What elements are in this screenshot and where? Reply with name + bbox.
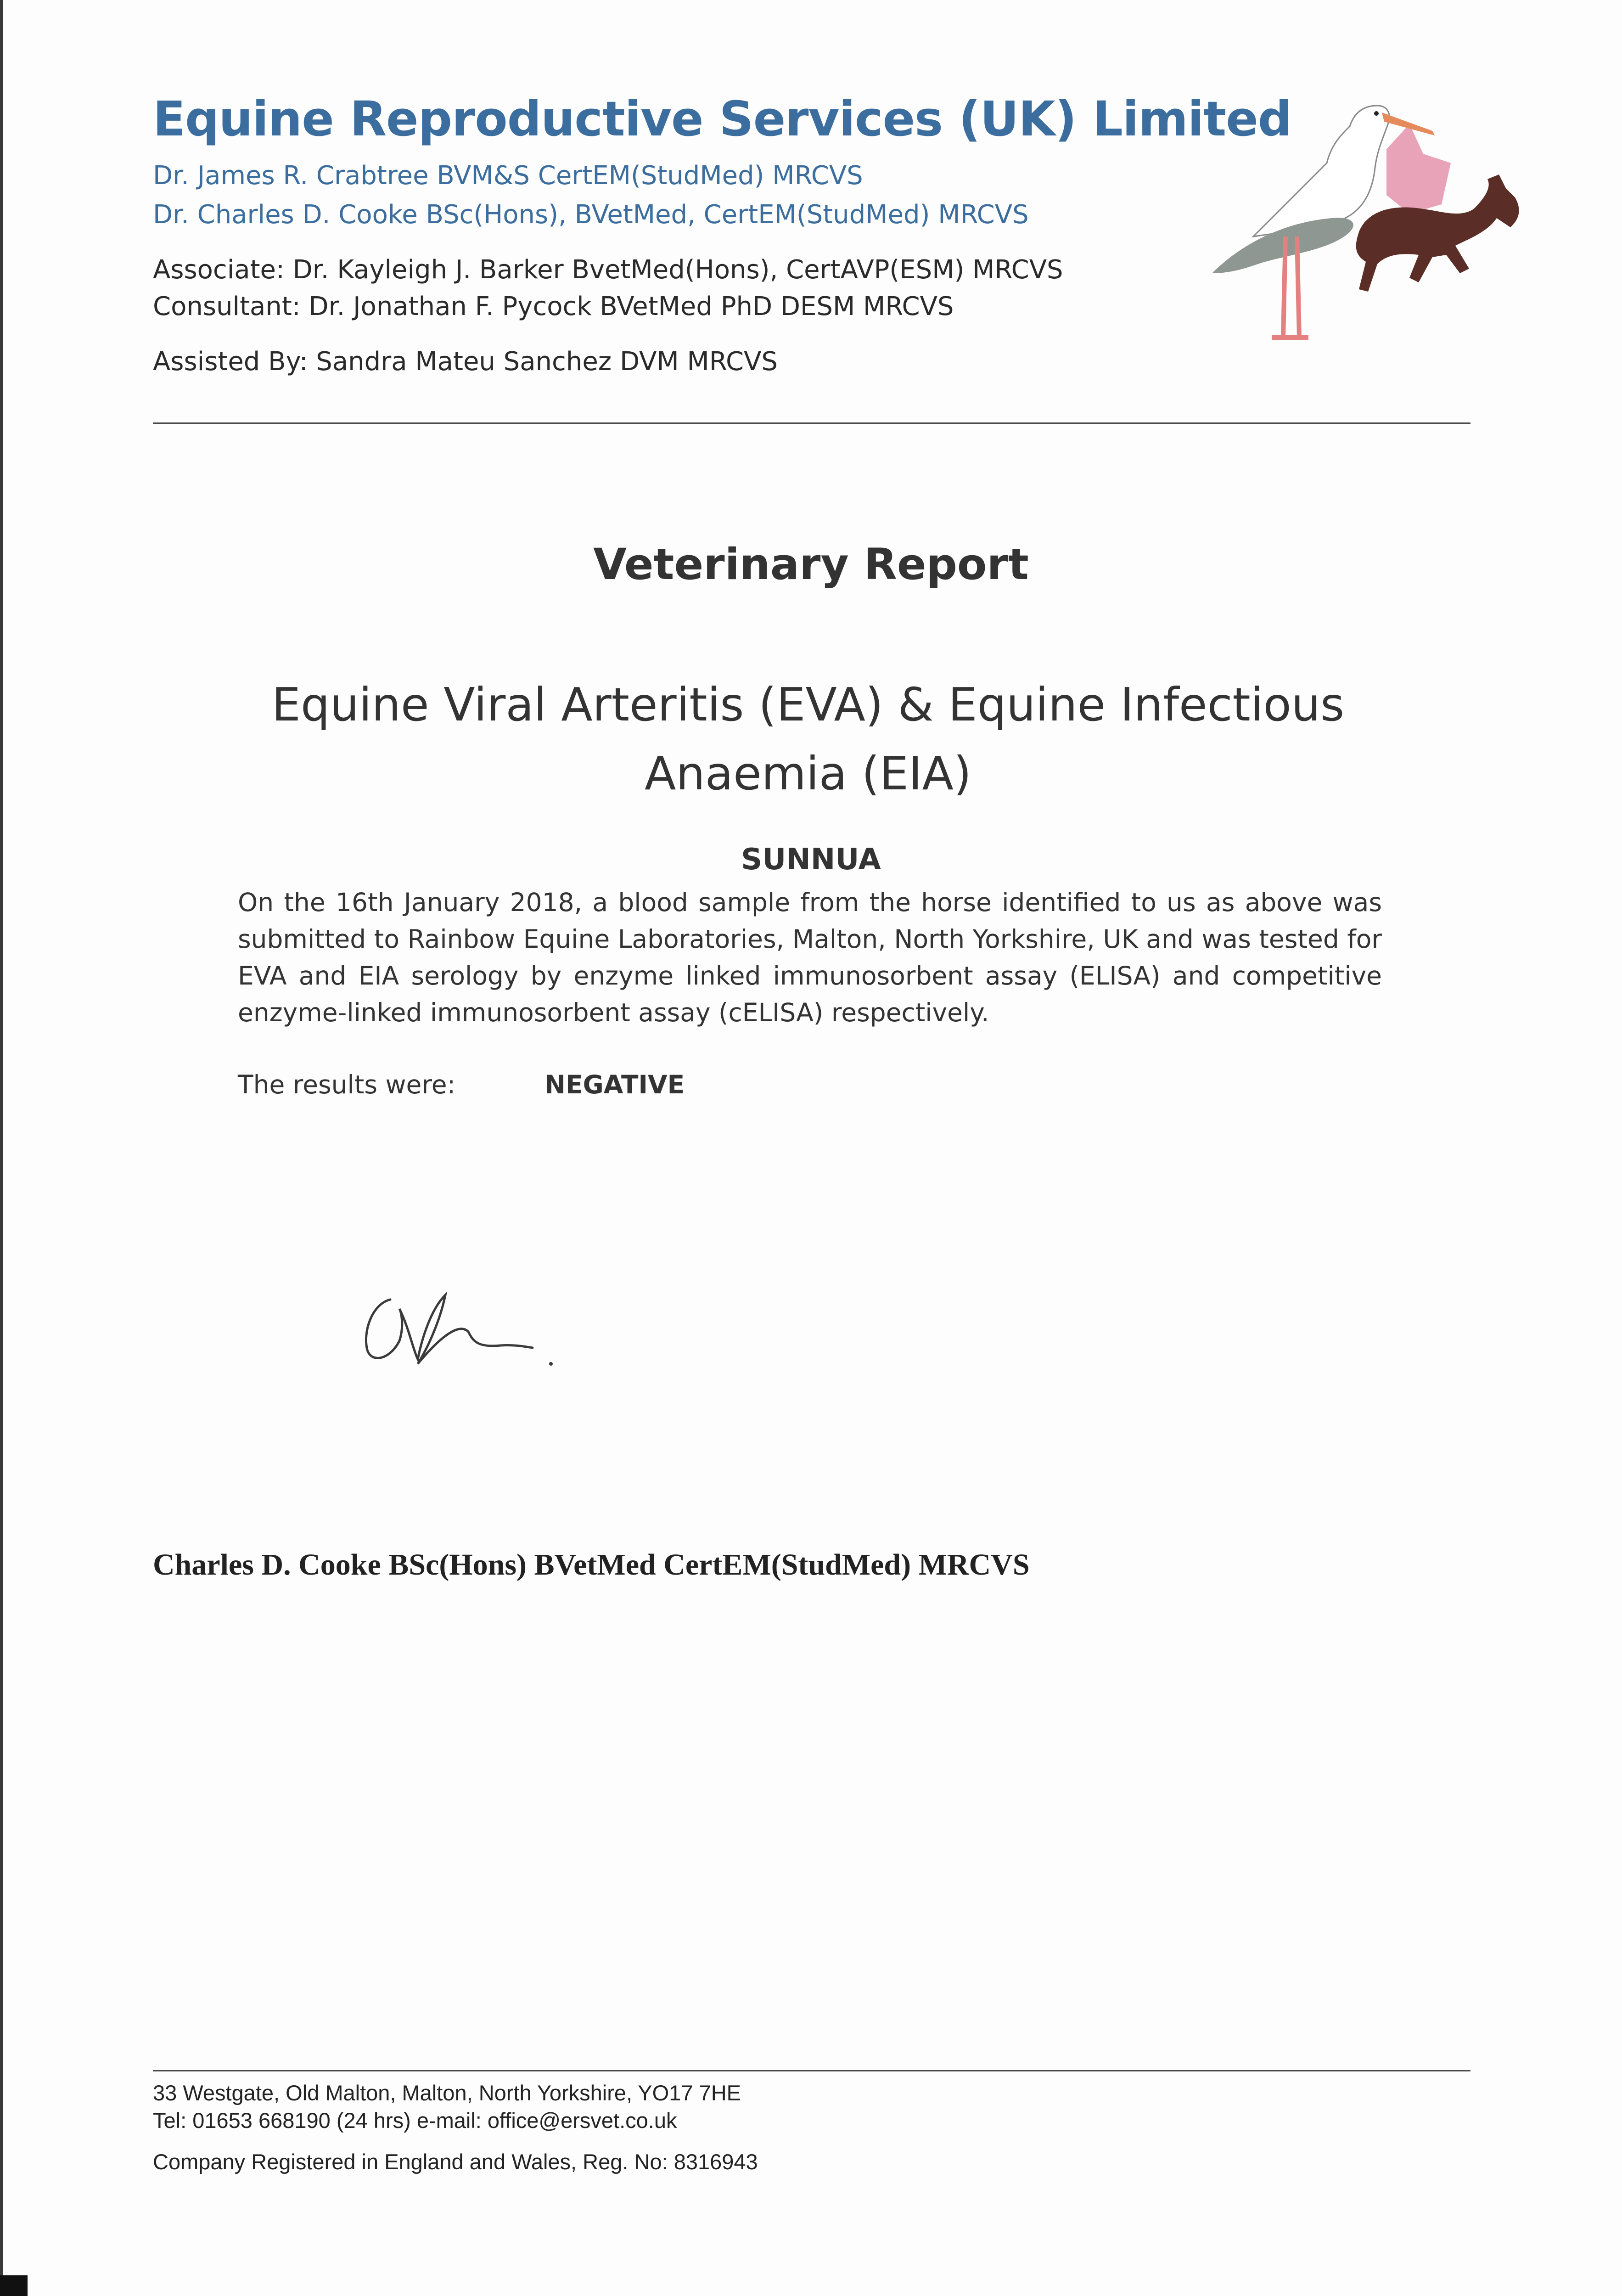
staff-line-cooke: Dr. Charles D. Cooke BSc(Hons), BVetMed, CertEM(StudMed) MRCVS xyxy=(153,200,1029,230)
footer-divider xyxy=(153,2070,1470,2071)
report-paragraph: On the 16th January 2018, a blood sample from the horse identified to us as above was submitted to Rainbow Equine Laboratories, Malton, North Yorkshire, UK and was tested for EVA and EIA serology by enzyme linked immunosorbent assay (ELISA) and competitive enzyme-linked immunosorbent assay (cELISA) respectively. xyxy=(238,888,1382,1027)
scan-mark xyxy=(0,2275,28,2296)
results-label: The results were: xyxy=(238,1070,456,1099)
report-subject: Equine Viral Arteritis (EVA) & Equine Infectious Anaemia (EIA) xyxy=(271,678,1345,800)
pink-bundle xyxy=(1386,124,1451,214)
results-value: NEGATIVE xyxy=(544,1070,685,1099)
scan-edge xyxy=(0,0,3,2296)
header-divider xyxy=(153,422,1470,424)
consultant-line: Consultant: Dr. Jonathan F. Pycock BVetMed PhD DESM MRCVS xyxy=(153,292,954,321)
associate-line: Associate: Dr. Kayleigh J. Barker BvetMed(Hons), CertAVP(ESM) MRCVS xyxy=(153,255,1063,285)
assisted-by-line: Assisted By: Sandra Mateu Sanchez DVM MRCVS xyxy=(153,347,778,377)
company-name: Equine Reproductive Services (UK) Limited xyxy=(153,91,1292,147)
horse-name: SUNNUA xyxy=(741,843,881,877)
signatory-name: Charles D. Cooke BSc(Hons) BVetMed CertEM(StudMed) MRCVS xyxy=(153,1548,1030,1581)
stork-carrying-foal-logo xyxy=(1194,80,1543,347)
footer-address: 33 Westgate, Old Malton, Malton, North Yorkshire, YO17 7HE xyxy=(153,2081,741,2105)
stork-body xyxy=(1253,106,1389,236)
report-title: Veterinary Report xyxy=(593,540,1029,590)
footer-registration: Company Registered in England and Wales, Reg. No: 8316943 xyxy=(153,2150,758,2174)
footer-contact: Tel: 01653 668190 (24 hrs) e-mail: office@ersvet.co.uk xyxy=(153,2108,677,2133)
staff-line-crabtree: Dr. James R. Crabtree BVM&S CertEM(StudMed) MRCVS xyxy=(153,161,863,191)
handwritten-signature xyxy=(349,1267,569,1378)
